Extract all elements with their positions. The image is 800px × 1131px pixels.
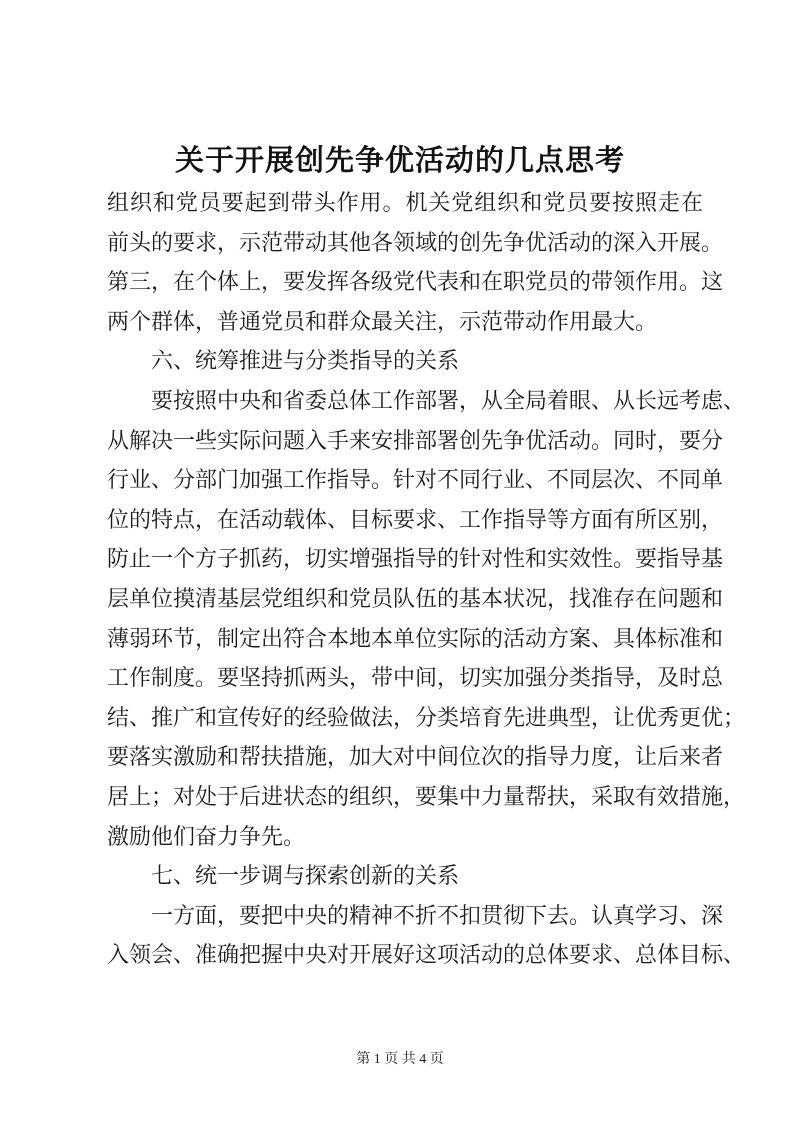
section-heading-6 <box>107 342 703 382</box>
paragraph-1 <box>107 184 724 342</box>
document-title: 关于开展创先争优活动的几点思考 <box>174 143 625 177</box>
text-line: 激励他们奋力争先。 <box>107 824 306 850</box>
page-footer: 第 1 页 共 4 页 <box>356 1052 444 1067</box>
text-line: 工作制度。要坚持抓两头，带中间，切实加强分类指导，及时总 <box>107 666 724 692</box>
text-line: 层单位摸清基层党组织和党员队伍的基本状况，找准存在问题和 <box>107 586 724 612</box>
section-heading-7 <box>107 857 703 897</box>
text-line: 一方面，要把中央的精神不折不扣贯彻下去。认真学习、深 <box>151 903 724 929</box>
heading-line: 七、统一步调与探索创新的关系 <box>151 864 460 890</box>
text-line: 第三，在个体上，要发挥各级党代表和在职党员的带领作用。这 <box>107 270 724 296</box>
text-line: 两个群体，普通党员和群众最关注，示范带动作用最大。 <box>107 309 658 335</box>
text-line: 居上；对处于后进状态的组织，要集中力量帮扶，采取有效措施， <box>107 784 746 810</box>
paragraph-3 <box>107 897 746 976</box>
text-line: 从解决一些实际问题入手来安排部署创先争优活动。同时，要分 <box>107 428 724 454</box>
heading-line: 六、统筹推进与分类指导的关系 <box>151 349 460 375</box>
text-line: 结、推广和宣传好的经验做法，分类培育先进典型，让优秀更优； <box>107 705 746 731</box>
text-line: 防止一个方子抓药，切实增强指导的针对性和实效性。要指导基 <box>107 547 724 573</box>
text-line: 要落实激励和帮扶措施，加大对中间位次的指导力度，让后来者 <box>107 745 724 771</box>
text-line: 组织和党员要起到带头作用。机关党组织和党员要按照走在 <box>107 191 703 216</box>
text-line: 行业、分部门加强工作指导。针对不同行业、不同层次、不同单 <box>107 468 724 494</box>
document-body <box>107 184 746 976</box>
paragraph-2 <box>107 382 746 857</box>
text-line: 前头的要求，示范带动其他各领域的创先争优活动的深入开展。 <box>107 230 724 256</box>
text-line: 入领会、准确把握中央对开展好这项活动的总体要求、总体目标、 <box>107 943 746 969</box>
text-line: 薄弱环节，制定出符合本地本单位实际的活动方案、具体标准和 <box>107 626 724 652</box>
text-line: 位的特点，在活动载体、目标要求、工作指导等方面有所区别， <box>107 507 724 533</box>
text-line: 要按照中央和省委总体工作部署，从全局着眼、从长远考虑、 <box>151 388 746 414</box>
